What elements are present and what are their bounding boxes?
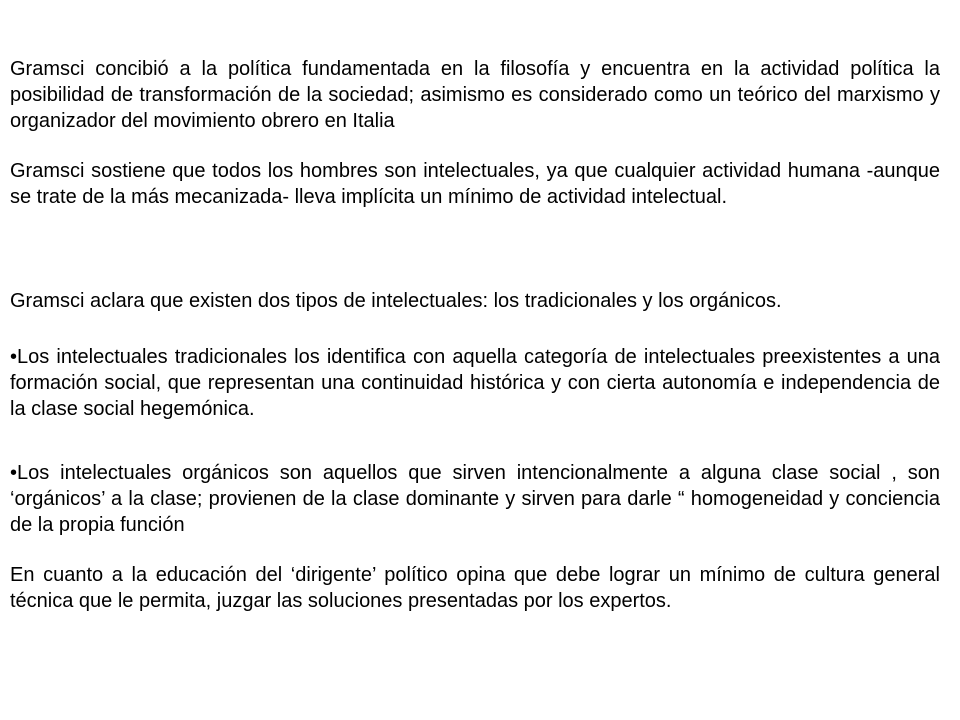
paragraph-politica-filosofia: Gramsci concibió a la política fundamentada en la filosofía y encuentra en la actividad política la posibilidad de transformación de la sociedad; asimismo es considerado como un teórico del marxismo y organizador del movimiento obrero en Italia [10,58,940,132]
paragraph-dos-tipos: Gramsci aclara que existen dos tipos de intelectuales: los tradicionales y los orgánicos. [10,290,782,312]
paragraph-educacion-dirigente: En cuanto a la educación del ‘dirigente’ político opina que debe lograr un mínimo de cultura general técnica que le permita, juzgar las soluciones presentadas por los expertos. [10,564,940,612]
bullet-intelectuales-organicos: •Los intelectuales orgánicos son aquellos que sirven intencionalmente a alguna clase social , son ‘orgánicos’ a la clase; provienen de la clase dominante y sirven para darle “ homogeneidad y conciencia de la propia función [10,462,940,536]
paragraph-todos-intelectuales: Gramsci sostiene que todos los hombres son intelectuales, ya que cualquier actividad humana -aunque se trate de la más mecanizada- lleva implícita un mínimo de actividad intelectual. [10,160,940,208]
bullet-intelectuales-tradicionales: •Los intelectuales tradicionales los identifica con aquella categoría de intelectuales preexistentes a una formación social, que representan una continuidad histórica y con cierta autonomía e independencia de la clase social hegemónica. [10,346,940,420]
